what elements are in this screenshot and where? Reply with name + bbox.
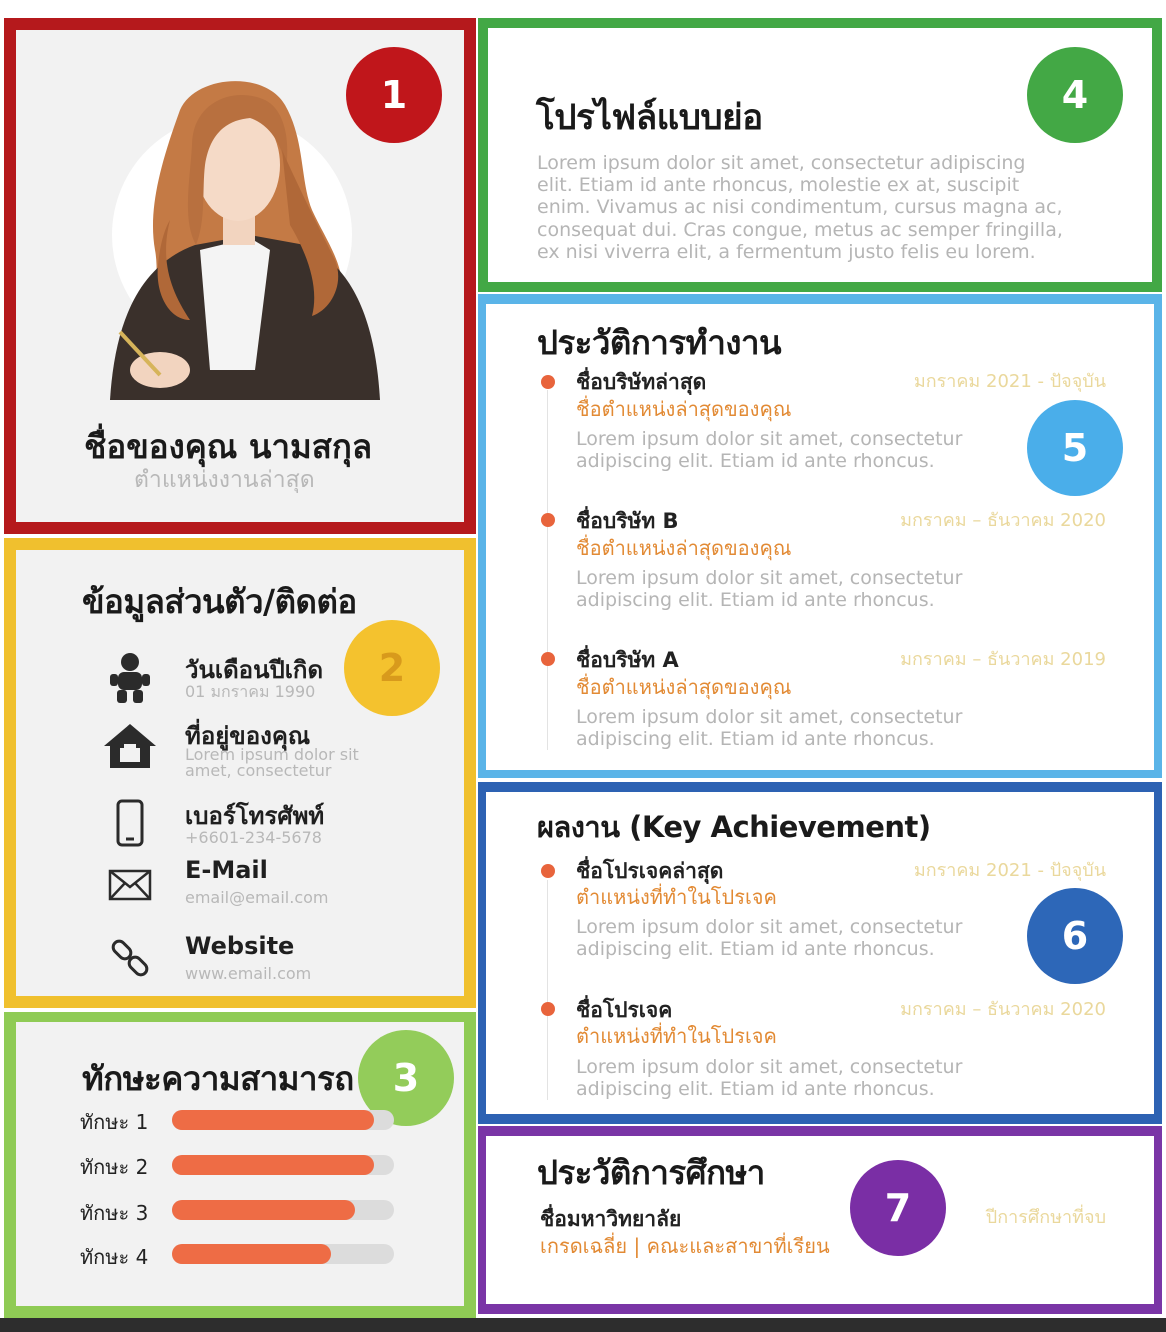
skill-4-bar bbox=[172, 1244, 331, 1264]
section-number-6-badge: 6 bbox=[1027, 888, 1123, 984]
section-number-1-badge: 1 bbox=[346, 47, 442, 143]
achievement-2-role: ตำแหน่งที่ทำในโปรเจค bbox=[576, 1024, 777, 1048]
phone-value: +6601-234-5678 bbox=[185, 828, 322, 847]
achievement-1-dot bbox=[541, 864, 555, 878]
achievement-2-desc-line-1: Lorem ipsum dolor sit amet, consectetur bbox=[576, 1056, 963, 1078]
website-value: www.email.com bbox=[185, 964, 312, 983]
email-value: email@email.com bbox=[185, 888, 329, 907]
phone-icon bbox=[100, 795, 160, 851]
work-title: ประวัติการทำงาน bbox=[537, 323, 782, 362]
achievement-2-dot bbox=[541, 1002, 555, 1016]
section-number-2-badge: 2 bbox=[344, 620, 440, 716]
achievements-title: ผลงาน (Key Achievement) bbox=[537, 810, 931, 844]
skill-2-track bbox=[172, 1155, 394, 1175]
bottom-bar bbox=[0, 1318, 1166, 1332]
education-university: ชื่อมหาวิทยาลัย bbox=[540, 1207, 682, 1231]
birthday-label: วันเดือนปีเกิด bbox=[185, 656, 324, 684]
baby-icon bbox=[100, 650, 160, 706]
work-3-company: ชื่อบริษัท A bbox=[576, 648, 679, 672]
section-number-4-badge: 4 bbox=[1027, 47, 1123, 143]
profile-position: ตำแหน่งงานล่าสุด bbox=[134, 467, 315, 493]
skill-2-bar bbox=[172, 1155, 374, 1175]
work-1-dot bbox=[541, 375, 555, 389]
work-2-date: มกราคม – ธันวาคม 2020 bbox=[900, 510, 1106, 531]
skill-2-label: ทักษะ 2 bbox=[80, 1155, 149, 1179]
mail-icon bbox=[100, 857, 160, 913]
email-label: E-Mail bbox=[185, 856, 268, 884]
achievement-2-desc-line-2: adipiscing elit. Etiam id ante rhoncus. bbox=[576, 1078, 935, 1100]
work-3-desc-line-2: adipiscing elit. Etiam id ante rhoncus. bbox=[576, 728, 935, 750]
profile-illustration bbox=[100, 70, 390, 400]
work-2-dot bbox=[541, 513, 555, 527]
skill-4-label: ทักษะ 4 bbox=[80, 1245, 149, 1269]
skill-1-track bbox=[172, 1110, 394, 1130]
education-detail: เกรดเฉลี่ย | คณะและสาขาที่เรียน bbox=[540, 1234, 830, 1258]
skill-3-track bbox=[172, 1200, 394, 1220]
work-3-desc-line-1: Lorem ipsum dolor sit amet, consectetur bbox=[576, 706, 963, 728]
achievement-1-desc-line-2: adipiscing elit. Etiam id ante rhoncus. bbox=[576, 938, 935, 960]
achievement-2-project: ชื่อโปรเจค bbox=[576, 998, 673, 1022]
achievement-1-desc-line-1: Lorem ipsum dolor sit amet, consectetur bbox=[576, 916, 963, 938]
work-3-dot bbox=[541, 652, 555, 666]
skill-4-track bbox=[172, 1244, 394, 1264]
skill-1-label: ทักษะ 1 bbox=[80, 1110, 149, 1134]
work-timeline-line bbox=[547, 390, 548, 750]
profile-name: ชื่อของคุณ นามสกุล bbox=[84, 427, 373, 466]
work-2-company: ชื่อบริษัท B bbox=[576, 509, 679, 533]
link-icon bbox=[100, 930, 160, 986]
home-icon bbox=[100, 718, 160, 774]
section-number-5-badge: 5 bbox=[1027, 400, 1123, 496]
education-title: ประวัติการศึกษา bbox=[537, 1153, 765, 1192]
summary-title: โปรไฟล์แบบย่อ bbox=[536, 98, 763, 138]
work-2-position: ชื่อตำแหน่งล่าสุดของคุณ bbox=[576, 536, 792, 560]
work-2-desc-line-2: adipiscing elit. Etiam id ante rhoncus. bbox=[576, 589, 935, 611]
work-2-desc-line-1: Lorem ipsum dolor sit amet, consectetur bbox=[576, 567, 963, 589]
address-label: ที่อยู่ของคุณ bbox=[185, 722, 311, 750]
summary-text-line-4: consequat dui. Cras congue, metus ac semper fringilla, bbox=[537, 219, 1063, 241]
work-1-company: ชื่อบริษัทล่าสุด bbox=[576, 370, 707, 394]
phone-label: เบอร์โทรศัพท์ bbox=[185, 802, 325, 830]
work-1-desc-line-1: Lorem ipsum dolor sit amet, consectetur bbox=[576, 428, 963, 450]
address-value-line1: Lorem ipsum dolor sit bbox=[185, 745, 359, 764]
skill-3-label: ทักษะ 3 bbox=[80, 1201, 149, 1225]
skill-3-bar bbox=[172, 1200, 355, 1220]
summary-text-line-3: enim. Vivamus ac nisi condimentum, cursus magna ac, bbox=[537, 196, 1063, 218]
achievement-1-project: ชื่อโปรเจคล่าสุด bbox=[576, 859, 724, 883]
work-1-date: มกราคม 2021 - ปัจจุบัน bbox=[913, 371, 1106, 392]
achievement-1-role: ตำแหน่งที่ทำในโปรเจค bbox=[576, 885, 777, 909]
work-3-position: ชื่อตำแหน่งล่าสุดของคุณ bbox=[576, 675, 792, 699]
skill-1-bar bbox=[172, 1110, 374, 1130]
section-number-3-badge: 3 bbox=[358, 1030, 454, 1126]
website-label: Website bbox=[185, 932, 295, 960]
achievement-1-date: มกราคม 2021 - ปัจจุบัน bbox=[913, 860, 1106, 881]
section-number-7-badge: 7 bbox=[850, 1160, 946, 1256]
summary-text-line-5: ex nisi viverra elit, a fermentum justo felis eu lorem. bbox=[537, 241, 1036, 263]
birthday-value: 01 มกราคม 1990 bbox=[185, 682, 316, 701]
education-year: ปีการศึกษาที่จบ bbox=[985, 1207, 1106, 1228]
summary-text-line-1: Lorem ipsum dolor sit amet, consectetur adipiscing bbox=[537, 152, 1026, 174]
skills-title: ทักษะความสามารถ bbox=[82, 1059, 354, 1098]
achievement-2-date: มกราคม – ธันวาคม 2020 bbox=[900, 999, 1106, 1020]
work-1-position: ชื่อตำแหน่งล่าสุดของคุณ bbox=[576, 397, 792, 421]
achievements-timeline-line bbox=[547, 880, 548, 1100]
address-value-line2: amet, consectetur bbox=[185, 761, 332, 780]
contact-title: ข้อมูลส่วนตัว/ติดต่อ bbox=[82, 582, 357, 621]
summary-text-line-2: elit. Etiam id ante rhoncus, molestie ex at, suscipit bbox=[537, 174, 1020, 196]
work-3-date: มกราคม – ธันวาคม 2019 bbox=[900, 649, 1106, 670]
work-1-desc-line-2: adipiscing elit. Etiam id ante rhoncus. bbox=[576, 450, 935, 472]
